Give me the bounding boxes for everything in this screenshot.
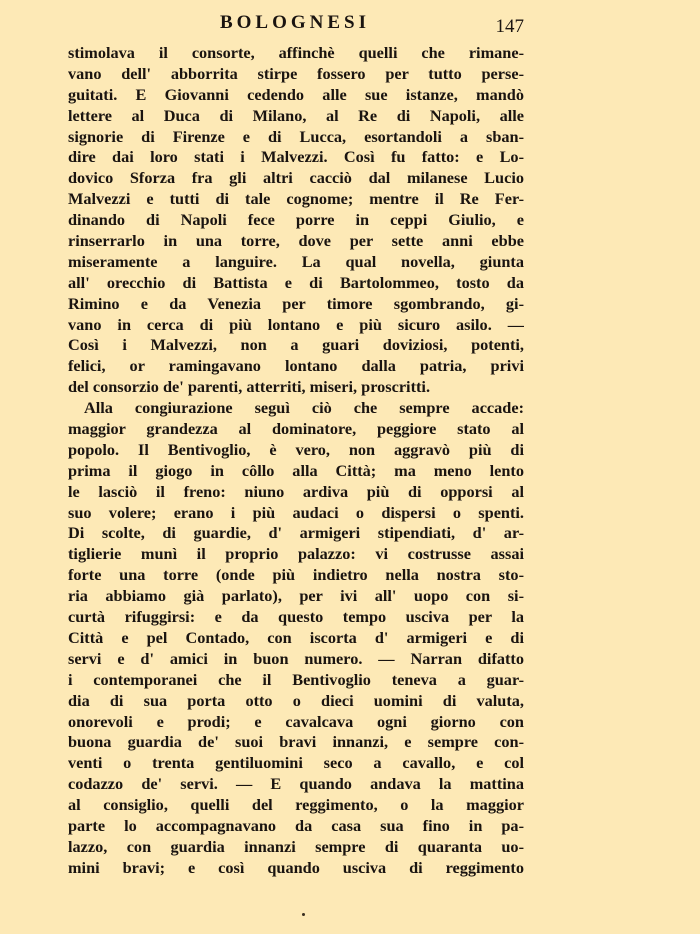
ink-speck bbox=[302, 913, 305, 916]
text-line: ria abbiamo già parlato), per ivi all' uopo con si- bbox=[68, 586, 524, 606]
text-line: Di scolte, di guardie, d' armigeri stipendiati, d' ar- bbox=[68, 523, 524, 543]
page-number: 147 bbox=[495, 16, 524, 37]
text-line: parte lo accompagnavano da casa sua fino in pa- bbox=[68, 815, 524, 835]
text-line: stimolava il consorte, affinchè quelli che rimane- bbox=[68, 43, 524, 62]
text-line: miseramente a languire. La qual novella, giunta bbox=[68, 251, 524, 271]
text-line: guitati. E Giovanni cedendo alle sue istanze, mandò bbox=[68, 84, 524, 104]
text-line: vano dell' abborrita stirpe fossero per tutto perse- bbox=[68, 63, 524, 83]
text-line: mini bravi; e così quando usciva di reggimento bbox=[68, 857, 524, 877]
text-line: signorie di Firenze e di Lucca, esortandoli a sban- bbox=[68, 126, 524, 146]
text-line: tiglierie munì il proprio palazzo: vi costrusse assai bbox=[68, 544, 524, 564]
text-line: maggior grandezza al dominatore, peggiore stato al bbox=[68, 419, 524, 439]
text-line: lettere al Duca di Milano, al Re di Napoli, alle bbox=[68, 105, 524, 125]
text-line: servi e d' amici in buon numero. — Narran difatto bbox=[68, 648, 524, 668]
text-line: prima il giogo in côllo alla Città; ma meno lento bbox=[68, 460, 524, 480]
page-header bbox=[68, 12, 522, 40]
text-line: Malvezzi e tutti di tale cognome; mentre il Re Fer- bbox=[68, 189, 524, 209]
text-line: dire dai loro stati i Malvezzi. Così fu fatto: e Lo- bbox=[68, 147, 524, 167]
text-line: popolo. Il Bentivoglio, è vero, non aggravò più di bbox=[68, 439, 524, 459]
text-line: felici, or ramingavano lontano dalla patria, privi bbox=[68, 356, 524, 376]
text-line: Rimino e da Venezia per timore sgombrando, gi- bbox=[68, 293, 524, 313]
text-line: curtà rifuggirsi: e da questo tempo usciva per la bbox=[68, 607, 524, 627]
text-line: vano in cerca di più lontano e più sicuro asilo. — bbox=[68, 314, 524, 334]
text-line: suo volere; erano i più audaci o dispersi o spenti. bbox=[68, 502, 524, 522]
paragraph-start-line: Alla congiurazione seguì ciò che sempre accade: bbox=[84, 398, 524, 418]
text-line: onorevoli e prodi; e cavalcava ogni giorno con bbox=[68, 711, 524, 731]
text-line: buona guardia de' suoi bravi innanzi, e sempre con- bbox=[68, 732, 524, 752]
text-line: i contemporanei che il Bentivoglio teneva a guar- bbox=[68, 669, 524, 689]
text-line: lazzo, con guardia innanzi sempre di quaranta uo- bbox=[68, 836, 524, 856]
text-line: dovico Sforza fra gli altri cacciò dal milanese Lucio bbox=[68, 168, 524, 188]
text-line: le lasciò il freno: niuno ardiva più di opporsi al bbox=[68, 481, 524, 501]
text-line: forte una torre (onde più indietro nella nostra sto- bbox=[68, 565, 524, 585]
text-line: dinando di Napoli fece porre in ceppi Giulio, e bbox=[68, 210, 524, 230]
text-line: rinserrarlo in una torre, dove per sette anni ebbe bbox=[68, 231, 524, 251]
text-line: all' orecchio di Battista e di Bartolommeo, tosto da bbox=[68, 272, 524, 292]
text-line: Così i Malvezzi, non a guari doviziosi, potenti, bbox=[68, 335, 524, 355]
text-line: codazzo de' servi. — E quando andava la mattina bbox=[68, 774, 524, 794]
text-line: Città e pel Contado, con iscorta d' armigeri e di bbox=[68, 627, 524, 647]
text-line: dia di sua porta otto o dieci uomini di valuta, bbox=[68, 690, 524, 710]
running-head: BOLOGNESI bbox=[219, 12, 371, 33]
body-text bbox=[68, 43, 524, 879]
text-line: venti o trenta gentiluomini seco a cavallo, e col bbox=[68, 753, 524, 773]
text-line: al consiglio, quelli del reggimento, o la maggior bbox=[68, 795, 524, 815]
text-line: del consorzio de' parenti, atterriti, miseri, proscritti. bbox=[68, 377, 431, 397]
